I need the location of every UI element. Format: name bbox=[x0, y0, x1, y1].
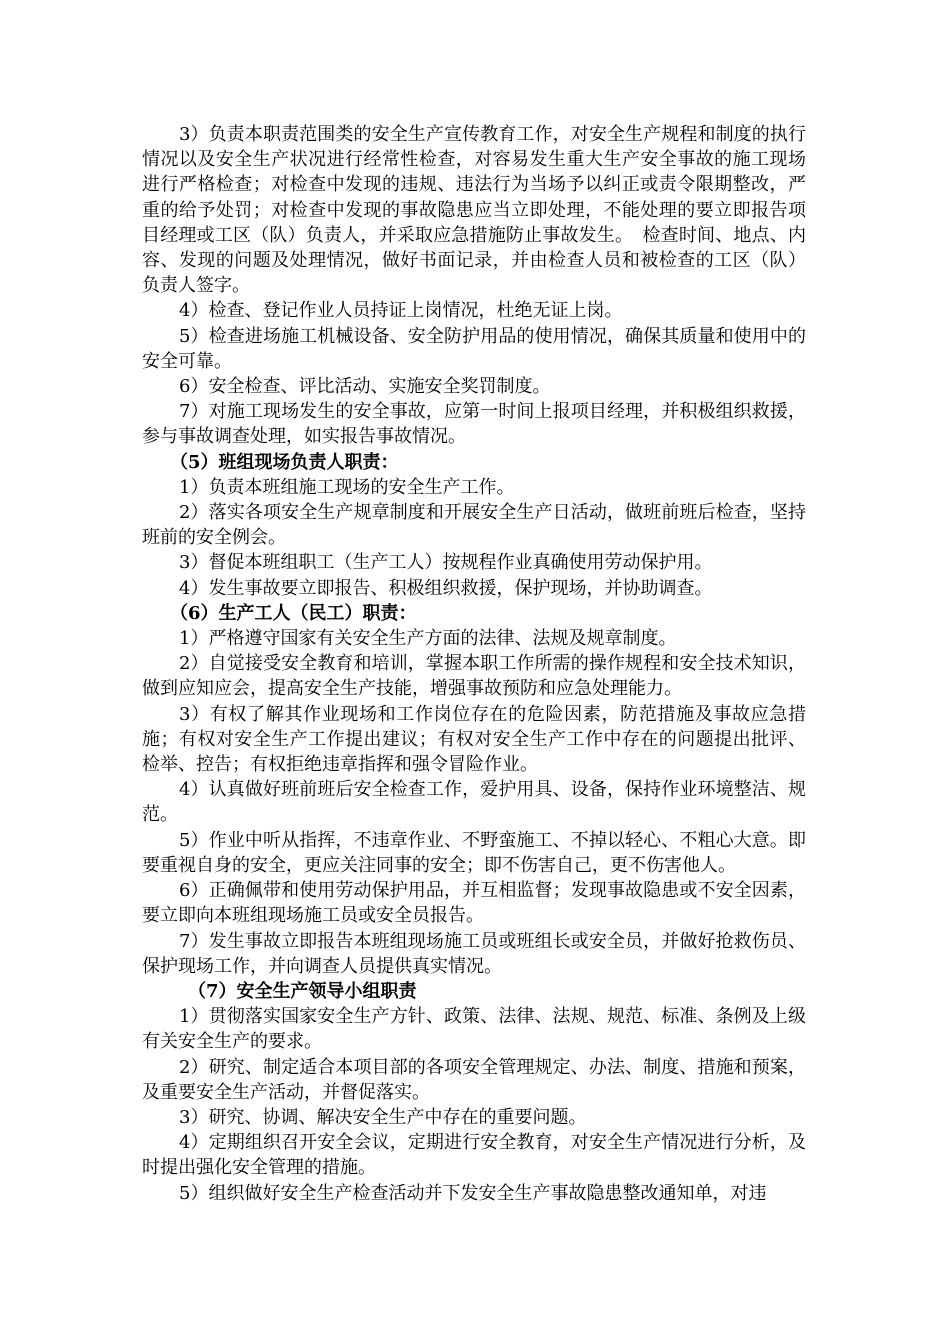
section-heading-workers: （6）生产工人（民工）职责： bbox=[170, 602, 417, 624]
workers-item-3: 3）有权了解其作业现场和工作岗位存在的危险因素，防范措施及事故应急措施；有权对安全生产工作提出建议；有权对安全生产工作中存在的问题提出批评、检举、控告；有权拒绝违章指挥和强令冒险作业。 bbox=[142, 703, 806, 776]
document-page bbox=[142, 122, 806, 1206]
workers-item-2: 2）自觉接受安全教育和培训，掌握本职工作所需的操作规程和安全技术知识，做到应知应会，提高安全生产技能，增强事故预防和应急处理能力。 bbox=[142, 653, 806, 700]
section-heading-safety-group: （7）安全生产领导小组职责 bbox=[188, 980, 417, 1002]
workers-item-5: 5）作业中听从指挥，不违章作业、不野蛮施工、不掉以轻心、不粗心大意。即要重视自身的安全，更应关注同事的安全；即不伤害自己，更不伤害他人。 bbox=[142, 829, 806, 876]
team-leader-item-3: 3）督促本班组职工（生产工人）按规程作业真确使用劳动保护用。 bbox=[179, 552, 713, 574]
team-leader-item-4: 4）发生事故要立即报告、积极组织救援，保护现场，并协助调查。 bbox=[179, 577, 713, 599]
paragraph-item-3: 3）负责本职责范围类的安全生产宣传教育工作，对安全生产规程和制度的执行情况以及安全生产状况进行经常性检查，对容易发生重大生产安全事故的施工现场进行严格检查；对检查中发现的违规、违法行为当场予以纠正或责令限期整改，严重的给予处罚；对检查中发现的事故隐患应当立即处理，不能处理的要立即报告项目经理或工区（队）负责人，并采取应急措施防止事故发生。 检查时间、地点、内容、发现的问题及处理情况，做好书面记录，并由检查人员和被检查的工区（队）负责人签字。 bbox=[142, 124, 806, 297]
section-heading-team-leader: （5）班组现场负责人职责： bbox=[170, 451, 399, 473]
safety-group-item-2: 2）研究、制定适合本项目部的各项安全管理规定、办法、制度、措施和预案，及重要安全生产活动，并督促落实。 bbox=[142, 1056, 806, 1103]
safety-group-item-5: 5）组织做好安全生产检查活动并下发安全生产事故隐患整改通知单，对违 bbox=[179, 1182, 767, 1204]
paragraph-item-5: 5）检查进场施工机械设备、安全防护用品的使用情况，确保其质量和使用中的安全可靠。 bbox=[142, 325, 806, 372]
workers-item-6: 6）正确佩带和使用劳动保护用品，并互相监督；发现事故隐患或不安全因素，要立即向本班组现场施工员或安全员报告。 bbox=[142, 880, 806, 927]
workers-item-1: 1）严格遵守国家有关安全生产方面的法律、法规及规章制度。 bbox=[179, 628, 677, 650]
paragraph-item-7: 7）对施工现场发生的安全事故，应第一时间上报项目经理，并积极组织救援，参与事故调查处理，如实报告事故情况。 bbox=[142, 401, 806, 448]
paragraph-item-6: 6）安全检查、评比活动、实施安全奖罚制度。 bbox=[179, 376, 551, 398]
safety-group-item-3: 3）研究、协调、解决安全生产中存在的重要问题。 bbox=[179, 1106, 587, 1128]
workers-item-7: 7）发生事故立即报告本班组现场施工员或班组长或安全员，并做好抢救伤员、保护现场工作，并向调查人员提供真实情况。 bbox=[142, 930, 806, 977]
safety-group-item-1: 1）贯彻落实国家安全生产方针、政策、法律、法规、规范、标准、条例及上级有关安全生产的要求。 bbox=[142, 1006, 806, 1053]
workers-item-4: 4）认真做好班前班后安全检查工作，爱护用具、设备，保持作业环境整洁、规范。 bbox=[142, 779, 806, 826]
team-leader-item-1: 1）负责本班组施工现场的安全生产工作。 bbox=[179, 476, 515, 498]
team-leader-item-2: 2）落实各项安全生产规章制度和开展安全生产日活动，做班前班后检查，坚持班前的安全例会。 bbox=[142, 502, 806, 549]
paragraph-item-4: 4）检查、登记作业人员持证上岗情况，杜绝无证上岗。 bbox=[179, 300, 623, 322]
safety-group-item-4: 4）定期组织召开安全会议，定期进行安全教育，对安全生产情况进行分析，及时提出强化安全管理的措施。 bbox=[142, 1132, 806, 1179]
